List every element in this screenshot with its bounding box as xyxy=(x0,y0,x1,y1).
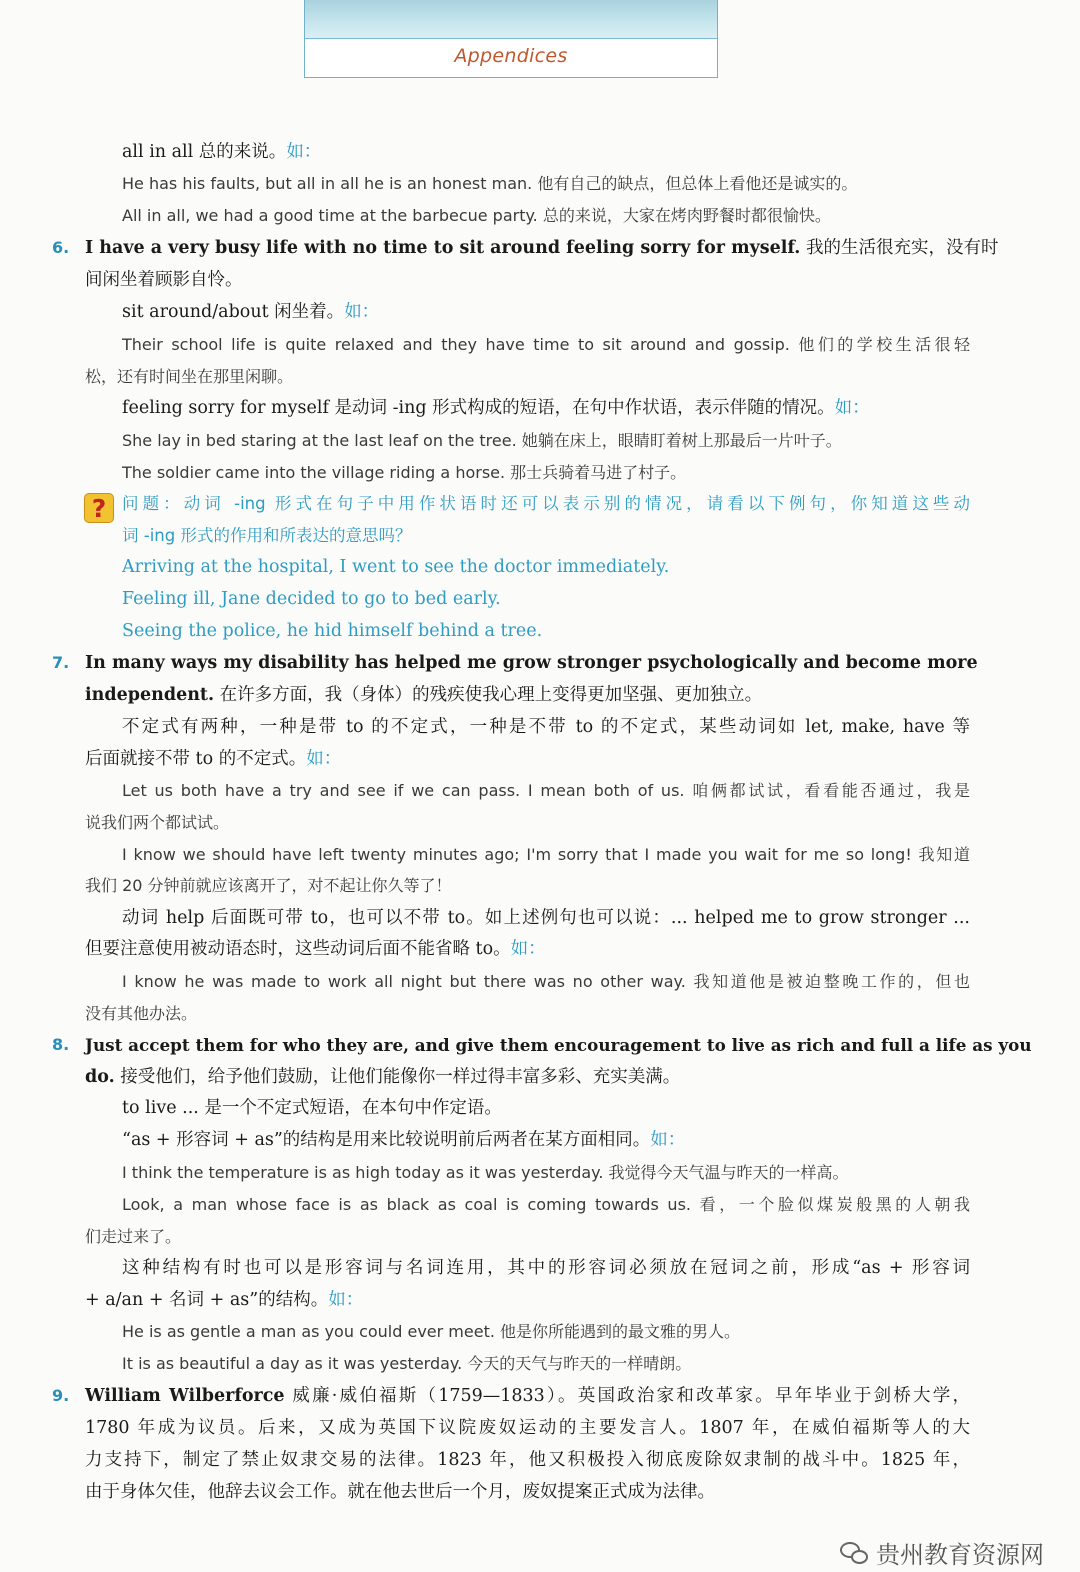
example-sentence: 松，还有时间坐在那里闲聊。 xyxy=(85,367,294,386)
example-sentence: He has his faults, but all in all he is an honest man. 他有自己的缺点，但总体上看他还是诚实的。 xyxy=(122,174,858,193)
explanation-text xyxy=(85,745,341,773)
note-number: 8. xyxy=(52,1035,70,1054)
explanation-text xyxy=(85,935,546,963)
example-cue: 如： xyxy=(510,939,546,959)
note-sentence: Just accept them for who they are, and give them encouragement to live as rich and full a life as you xyxy=(85,1035,1032,1055)
note-sentence: William Wilberforce xyxy=(85,1386,285,1406)
note-sentence: In many ways my disability has helped me grow stronger psychologically and become more xyxy=(85,653,978,673)
note-heading xyxy=(85,1382,970,1410)
question-example: Arriving at the hospital, I went to see the doctor immediately. xyxy=(122,557,670,577)
note-translation: 我的生活很充实，没有时 xyxy=(800,238,999,258)
example-sentence: He is as gentle a man as you could ever meet. 他是你所能遇到的最文雅的男人。 xyxy=(122,1322,741,1341)
appendices-banner xyxy=(304,0,718,78)
example-cue: 如： xyxy=(306,749,342,769)
phrase-heading xyxy=(122,298,379,326)
example-sentence: Their school life is quite relaxed and they have time to sit around and gossip. 他们的学校生活很轻 xyxy=(122,335,970,354)
explanation-body: “as + 形容词 + as”的结构是用来比较说明前后两者在某方面相同。 xyxy=(122,1130,651,1150)
watermark xyxy=(840,1535,1044,1570)
example-sentence: Look, a man whose face is as black as coal is coming towards us. 看，一个脸似煤炭般黑的人朝我 xyxy=(122,1195,970,1214)
note-sentence: independent. xyxy=(85,685,215,705)
watermark-text: 贵州教育资源网 xyxy=(876,1541,1044,1569)
wechat-icon xyxy=(840,1542,868,1564)
question-example: Seeing the police, he hid himself behind a tree. xyxy=(122,621,543,641)
note-body: 由于身体欠佳，他辞去议会工作。就在他去世后一个月，废奴提案正式成为法律。 xyxy=(85,1482,715,1502)
example-cue: 如： xyxy=(650,1130,686,1150)
note-heading xyxy=(85,681,762,709)
explanation-text: 这种结构有时也可以是形容词与名词连用，其中的形容词必须放在冠词之前，形成“as + 形容词 xyxy=(122,1258,970,1278)
note-heading xyxy=(85,1063,680,1091)
explanation-body: + a/an + 名词 + as”的结构。 xyxy=(85,1290,329,1310)
example-sentence: 没有其他办法。 xyxy=(85,1004,198,1023)
phrase-text: all in all 总的来说。 xyxy=(122,142,287,162)
note-translation: 在许多方面，我（身体）的残疾使我心理上变得更加坚强、更加独立。 xyxy=(214,685,763,705)
example-sentence: All in all, we had a good time at the barbecue party. 总的来说，大家在烤肉野餐时都很愉快。 xyxy=(122,206,831,225)
explanation-text xyxy=(85,1286,363,1314)
question-example: Feeling ill, Jane decided to go to bed early. xyxy=(122,589,501,609)
note-translation: 间闲坐着顾影自怜。 xyxy=(85,270,243,290)
explanation-text xyxy=(122,1126,685,1154)
explanation-body: 后面就接不带 to 的不定式。 xyxy=(85,749,307,769)
explanation-body: feeling sorry for myself 是动词 -ing 形式构成的短语，在句中作状语，表示伴随的情况。 xyxy=(122,398,835,418)
note-sentence: I have a very busy life with no time to sit around feeling sorry for myself. xyxy=(85,238,801,258)
note-translation: 威廉·威伯福斯（1759—1833）。英国政治家和改革家。早年毕业于剑桥大学， xyxy=(284,1386,971,1406)
explanation-text: to live ... 是一个不定式短语，在本句中作定语。 xyxy=(122,1098,502,1118)
explanation-text: 不定式有两种，一种是带 to 的不定式，一种是不带 to 的不定式，某些动词如 let, make, have 等 xyxy=(122,717,970,737)
example-cue: 如： xyxy=(344,302,380,322)
example-cue: 如： xyxy=(834,398,870,418)
example-sentence: 们走过来了。 xyxy=(85,1227,182,1246)
note-heading xyxy=(85,234,999,262)
explanation-text xyxy=(122,394,870,422)
question-mark-icon: ? xyxy=(84,493,114,523)
explanation-body: 但要注意使用被动语态时，这些动词后面不能省略 to。 xyxy=(85,939,511,959)
phrase-heading xyxy=(122,138,321,166)
example-cue: 如： xyxy=(328,1290,364,1310)
example-sentence: It is as beautiful a day as it was yesterday. 今天的天气与昨天的一样晴朗。 xyxy=(122,1354,692,1373)
note-sentence: do. xyxy=(85,1067,115,1087)
question-text: 词 -ing 形式的作用和所表达的意思吗？ xyxy=(122,526,412,545)
example-sentence: I know he was made to work all night but there was no other way. 我知道他是被迫整晚工作的，但也 xyxy=(122,972,970,991)
example-sentence: She lay in bed staring at the last leaf on the tree. 她躺在床上，眼睛盯着树上那最后一片叶子。 xyxy=(122,431,842,450)
note-body: 力支持下，制定了禁止奴隶交易的法律。1823 年，他又积极投入彻底废除奴隶制的战斗中。1825 年， xyxy=(85,1450,970,1470)
example-sentence: 说我们两个都试试。 xyxy=(85,813,230,832)
explanation-text: 动词 help 后面既可带 to，也可以不带 to。如上述例句也可以说：... helped me to grow stronger ... xyxy=(122,908,970,928)
note-number: 9. xyxy=(52,1386,70,1405)
example-cue: 如： xyxy=(286,142,322,162)
note-number: 6. xyxy=(52,238,70,257)
example-sentence: 我们 20 分钟前就应该离开了，对不起让你久等了！ xyxy=(85,876,452,895)
question-text: 问题：动词 -ing 形式在句子中用作状语时还可以表示别的情况，请看以下例句，你知道这些动 xyxy=(122,494,970,513)
banner-title: Appendices xyxy=(454,45,568,67)
note-translation: 接受他们，给予他们鼓励，让他们能像你一样过得丰富多彩、充实美满。 xyxy=(114,1067,681,1087)
example-sentence: I think the temperature is as high today as it was yesterday. 我觉得今天气温与昨天的一样高。 xyxy=(122,1163,849,1182)
example-sentence: I know we should have left twenty minutes ago; I'm sorry that I made you wait for me so long! 我知道 xyxy=(122,845,970,864)
note-body: 1780 年成为议员。后来，又成为英国下议院废奴运动的主要发言人。1807 年，在威伯福斯等人的大 xyxy=(85,1418,970,1438)
example-sentence: Let us both have a try and see if we can pass. I mean both of us. 咱俩都试试，看看能否通过，我是 xyxy=(122,781,970,800)
note-number: 7. xyxy=(52,653,70,672)
phrase-text: sit around/about 闲坐着。 xyxy=(122,302,345,322)
banner-illustration xyxy=(305,0,717,39)
example-sentence: The soldier came into the village riding a horse. 那士兵骑着马进了村子。 xyxy=(122,463,687,482)
